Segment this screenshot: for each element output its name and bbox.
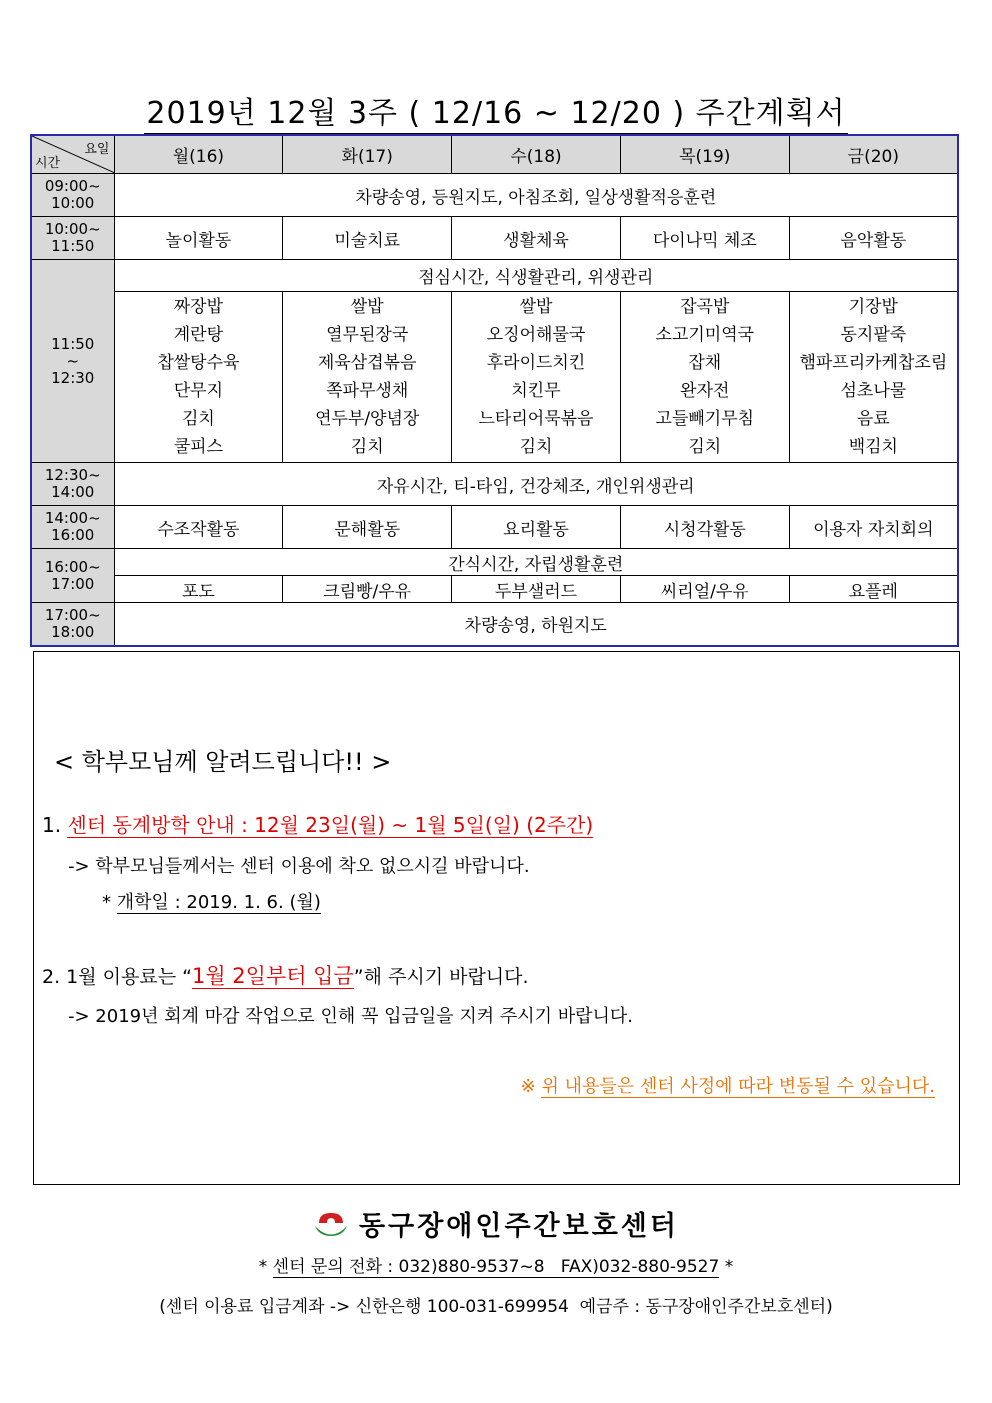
time-cell: [31, 217, 114, 260]
menu-item: 느타리어묵볶음: [478, 409, 594, 429]
center-logo-icon: [313, 1209, 349, 1239]
menu-item: 잡채: [688, 353, 722, 373]
reopen-date: 개학일 : 2019. 1. 6. (월): [116, 892, 321, 913]
activity-cell: 다이나믹 체조: [620, 217, 789, 260]
menu-cell-fri: [789, 292, 958, 463]
menu-item: 햄파프리카케찹조림: [799, 353, 948, 373]
menu-item: 연두부/양념장: [315, 409, 420, 429]
menu-item: 소고기미역국: [655, 325, 755, 345]
row-1000: [31, 217, 958, 260]
activity-merged: 자유시간, 티-타임, 건강체조, 개인위생관리: [114, 463, 958, 506]
day-header-thu: 목(19): [620, 135, 789, 174]
menu-item: 치킨무: [511, 381, 561, 401]
page-title: [0, 88, 992, 132]
notice-item-2: [42, 960, 529, 990]
time-cell: [31, 506, 114, 549]
activity-cell: 이용자 자치회의: [789, 506, 958, 549]
schedule-table: [30, 134, 959, 647]
row-1400: [31, 506, 958, 549]
activity-cell: 문해활동: [283, 506, 452, 549]
notice-item-1: [42, 809, 593, 838]
menu-item: 짜장밥: [173, 297, 224, 317]
menu-item: 제육삼겹볶음: [317, 353, 417, 373]
row-snack-title: [31, 549, 958, 576]
menu-cell-wed: [452, 292, 621, 463]
activity-cell: 놀이활동: [114, 217, 283, 260]
menu-item: 김치: [519, 437, 553, 457]
contact-line: [0, 1252, 992, 1277]
corner-time-label: 시간: [35, 156, 61, 171]
activity-cell: 생활체육: [452, 217, 621, 260]
time-cell: [31, 463, 114, 506]
item-number: 1.: [42, 813, 62, 837]
activity-cell: 미술치료: [283, 217, 452, 260]
asterisk: *: [102, 892, 111, 913]
menu-item: 열무된장국: [326, 325, 409, 345]
menu-item: 기장밥: [848, 297, 898, 317]
menu-item: 계란탕: [173, 325, 224, 345]
activity-merged: 차량송영, 등원지도, 아침조회, 일상생활적응훈련: [114, 174, 958, 217]
notice-heading: < 학부모님께 알려드립니다!! >: [54, 748, 392, 776]
corner-cell: [31, 135, 114, 174]
time-start: 11:50: [51, 334, 95, 353]
menu-cell-mon: [114, 292, 283, 463]
menu-item: 완자전: [680, 381, 730, 401]
center-logo-block: [0, 1204, 992, 1243]
menu-item: 동지팥죽: [840, 325, 907, 345]
row-snack-items: [31, 576, 958, 603]
day-header-tue: 화(17): [283, 135, 452, 174]
day-header-mon: 월(16): [114, 135, 283, 174]
item2-suffix: ”해 주시기 바랍니다.: [353, 966, 529, 988]
time-start: 17:00~: [44, 605, 101, 624]
time-start: 09:00~: [44, 177, 101, 195]
center-name: 동구장애인주간보호센터: [359, 1211, 679, 1242]
corner-day-label: 요일: [84, 142, 110, 157]
notice-box: [33, 651, 960, 1185]
menu-item: 오징어해물국: [486, 325, 586, 345]
snack-cell: 요플레: [789, 576, 958, 603]
row-0900: [31, 174, 958, 217]
menu-cell-thu: [620, 292, 789, 463]
activity-cell: 시청각활동: [620, 506, 789, 549]
activity-merged: 간식시간, 자립생활훈련: [114, 549, 958, 576]
menu-item: 음료: [856, 409, 890, 429]
activity-merged: 점심시간, 식생활관리, 위생관리: [114, 260, 958, 292]
menu-item: 김치: [181, 409, 215, 429]
menu-item: 백김치: [848, 437, 898, 457]
row-1230: [31, 463, 958, 506]
menu-cell-tue: [283, 292, 452, 463]
menu-item: 섬초나물: [840, 381, 907, 401]
time-start: 10:00~: [44, 220, 101, 238]
notice-item-1-sub: -> 학부모님들께서는 센터 이용에 착오 없으시길 바랍니다.: [68, 856, 530, 877]
menu-item: 고들빼기무침: [655, 409, 755, 429]
vacation-notice: 센터 동계방학 안내 : 12월 23일(월) ~ 1월 5일(일) (2주간): [67, 813, 594, 837]
activity-merged: 차량송영, 하원지도: [114, 603, 958, 646]
time-end: 11:50: [51, 237, 95, 255]
snack-cell: 두부샐러드: [452, 576, 621, 603]
menu-item: 후라이드치킨: [486, 353, 586, 373]
notice-item-1-sub2: [102, 888, 321, 914]
asterisk: *: [724, 1257, 734, 1277]
time-start: 12:30~: [44, 466, 101, 484]
time-tilde: ~: [66, 351, 80, 370]
row-lunch-menu: [31, 292, 958, 463]
row-1700: [31, 603, 958, 646]
notice-item-2-sub: -> 2019년 회계 마감 작업으로 인해 꼭 입금일을 지켜 주시기 바랍니다.: [68, 1006, 634, 1027]
day-header-fri: 금(20): [789, 135, 958, 174]
time-start: 16:00~: [44, 557, 101, 576]
activity-cell: 요리활동: [452, 506, 621, 549]
day-header-wed: 수(18): [452, 135, 621, 174]
account-info: (센터 이용료 입금계좌 -> 신한은행 100-031-699954 예금주 : 동구장애인주간보호센터): [159, 1297, 833, 1317]
menu-item: 쿨피스: [173, 437, 224, 457]
time-end: 10:00: [51, 194, 95, 212]
menu-item: 찹쌀탕수육: [157, 353, 240, 373]
menu-item: 쪽파무생채: [326, 381, 409, 401]
row-lunch-title: [31, 260, 958, 292]
time-end: 18:00: [51, 622, 95, 641]
contact-text: 센터 문의 전화 : 032)880-9537~8 FAX)032-880-9527: [272, 1257, 720, 1277]
time-end: 14:00: [51, 483, 95, 501]
menu-item: 단무지: [173, 381, 224, 401]
menu-item: 김치: [350, 437, 384, 457]
disclaimer: [521, 1072, 935, 1098]
header-row: [31, 135, 958, 174]
time-cell: [31, 260, 114, 463]
asterisk: *: [258, 1257, 268, 1277]
time-cell: [31, 549, 114, 603]
disclaimer-text: 위 내용들은 센터 사정에 따라 변동될 수 있습니다.: [541, 1076, 935, 1097]
menu-item: 쌀밥: [350, 297, 384, 317]
payment-start-highlight: 1월 2일부터 입금: [191, 964, 354, 988]
menu-item: 잡곡밥: [680, 297, 730, 317]
activity-cell: 음악활동: [789, 217, 958, 260]
snack-cell: 씨리얼/우유: [620, 576, 789, 603]
time-end: 12:30: [51, 368, 95, 387]
title-text: 2019년 12월 3주 ( 12/16 ~ 12/20 ) 주간계획서: [144, 96, 847, 135]
time-cell: [31, 174, 114, 217]
item2-prefix: 2. 1월 이용료는 “: [42, 966, 192, 988]
menu-item: 쌀밥: [519, 297, 553, 317]
activity-cell: 수조작활동: [114, 506, 283, 549]
time-start: 14:00~: [44, 509, 101, 527]
menu-item: 김치: [688, 437, 722, 457]
time-end: 17:00: [51, 574, 95, 593]
time-end: 16:00: [51, 526, 95, 544]
snack-cell: 포도: [114, 576, 283, 603]
reference-mark: ※: [520, 1076, 536, 1097]
snack-cell: 크림빵/우유: [283, 576, 452, 603]
time-cell: [31, 603, 114, 646]
